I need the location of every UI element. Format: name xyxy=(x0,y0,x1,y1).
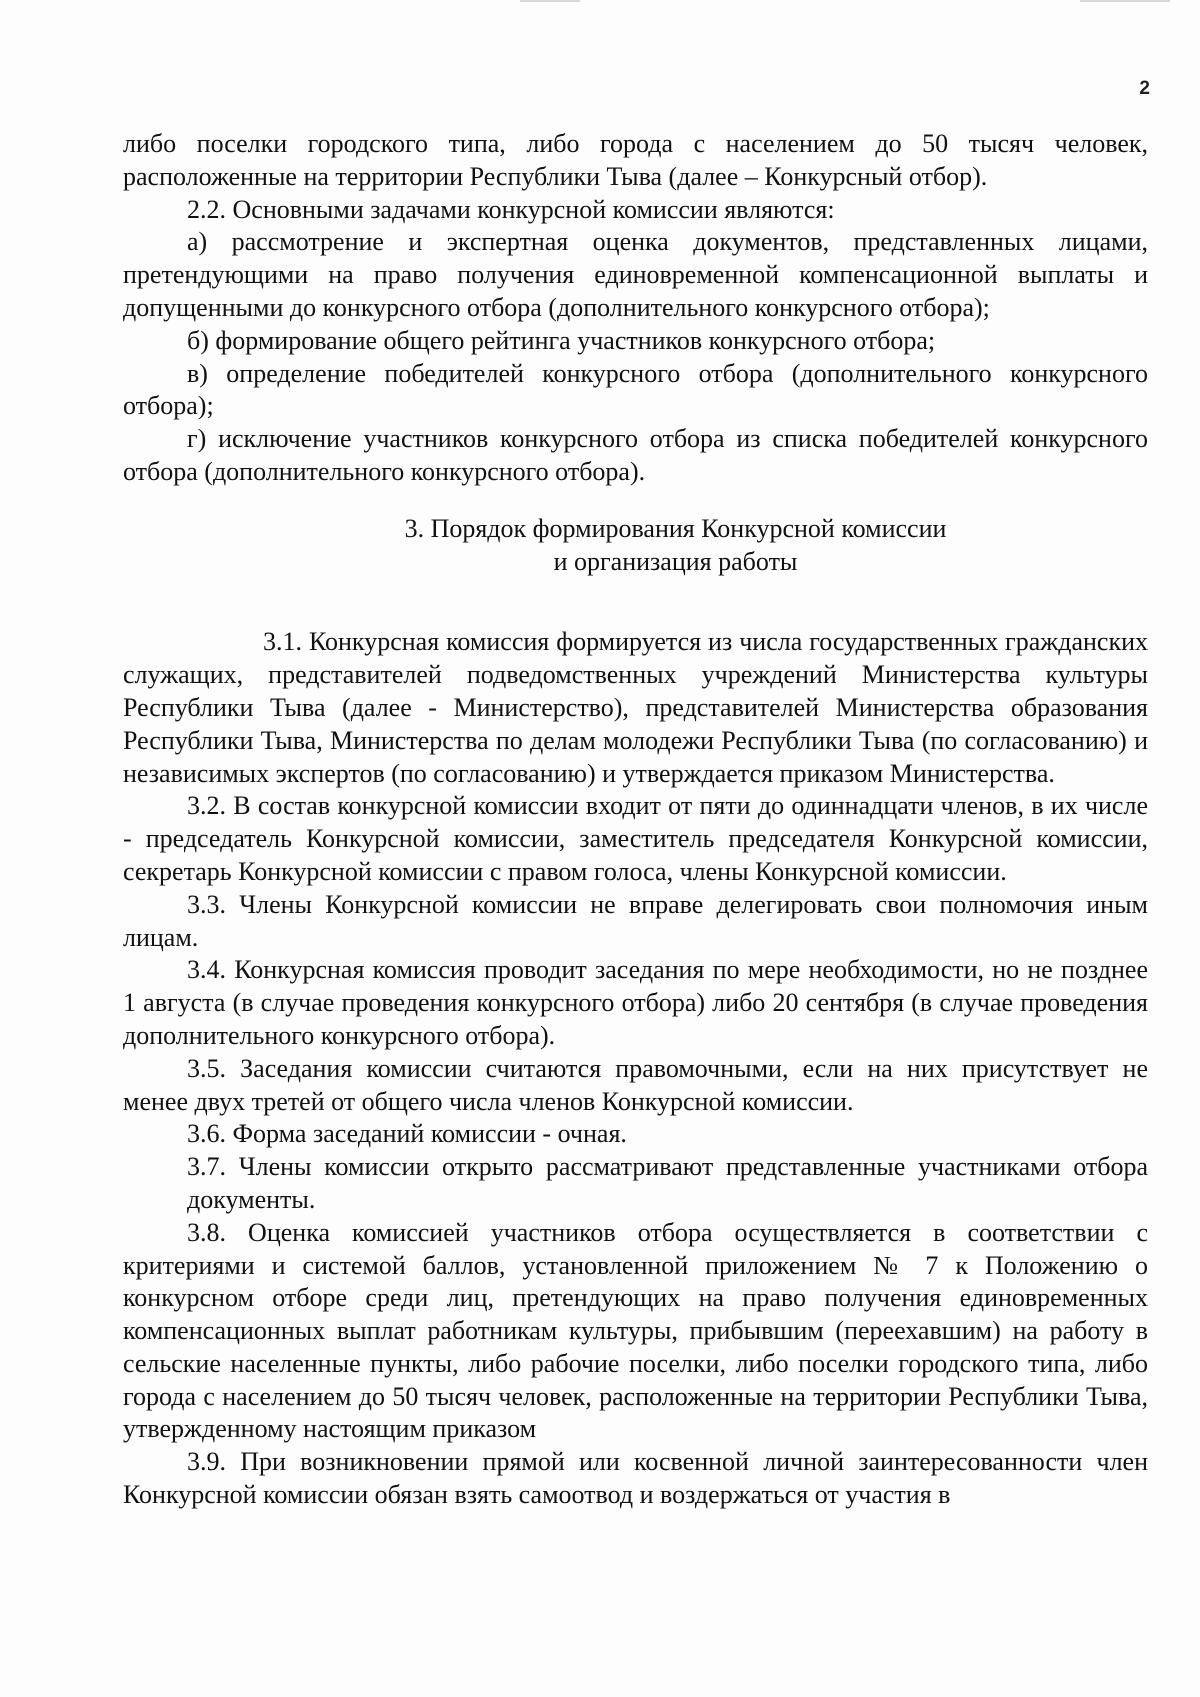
paragraph-3-3: 3.3. Члены Конкурсной комиссии не вправе делегировать свои полномочия иным лицам. xyxy=(123,889,1148,952)
paragraph-3-5: 3.5. Заседания комиссии считаются правомочными, если на них присутствует не менее двух третей от общего числа членов Конкурсной комиссии. xyxy=(123,1053,1148,1116)
paragraph-3-6: 3.6. Форма заседаний комиссии - очная. xyxy=(187,1119,627,1149)
section-3-title-line2: и организация работы xyxy=(553,546,798,576)
paragraph-2-2-b: б) формирование общего рейтинга участников конкурсного отбора; xyxy=(187,325,936,355)
paragraph-3-7: 3.7. Члены комиссии открыто рассматривают представленные участниками отбора документы. xyxy=(187,1152,1148,1214)
paragraph-2-2-a: а) рассмотрение и экспертная оценка документов, представленных лицами, претендующими на право получения единовременной компенсационной выплаты и допущенными до конкурсного отбора (дополнительного конкурсного отбора); xyxy=(123,227,1148,322)
page-number: 2 xyxy=(1139,78,1150,99)
scan-artifact xyxy=(520,0,580,2)
paragraph-2-2: 2.2. Основными задачами конкурсной комиссии являются: xyxy=(187,194,835,224)
paragraph-3-4: 3.4. Конкурсная комиссия проводит заседания по мере необходимости, но не позднее 1 августа (в случае проведения конкурсного отбора) либо 20 сентября (в случае проведения дополнительного конкурсного отбора). xyxy=(123,955,1148,1050)
paragraph-3-1: 3.1. Конкурсная комиссия формируется из числа государственных гражданских служащих, представителей подведомственных учреждений Министерства культуры Республики Тыва (далее - Министерство), представителей Министерства образования Республики Тыва, Министерства по делам молодежи Республики Тыва (по согласованию) и независимых экспертов (по согласованию) и утверждается приказом Министерства. xyxy=(123,627,1148,788)
paragraph-3-9: 3.9. При возникновении прямой или косвенной личной заинтересованности член Конкурсной комиссии обязан взять самоотвод и воздержаться от участия в xyxy=(123,1447,1148,1510)
paragraph-3-8: 3.8. Оценка комиссией участников отбора осуществляется в соответствии с критериями и системой баллов, установленной приложением № 7 к Положению о конкурсном отборе среди лиц, претендующих на право получения единовременных компенсационных выплат работникам культуры, прибывшим (переехавшим) на работу в сельские населенные пункты, либо рабочие поселки, либо поселки городского типа, либо города с населением до 50 тысяч человек, расположенные на территории Республики Тыва, утвержденному настоящим приказом xyxy=(123,1217,1148,1444)
section-3-title-line1: 3. Порядок формирования Конкурсной комиссии xyxy=(404,513,947,543)
scan-artifact xyxy=(1080,0,1170,2)
document-body xyxy=(123,128,1148,1512)
paragraph-2-2-v: в) определение победителей конкурсного отбора (дополнительного конкурсного отбора); xyxy=(123,358,1148,421)
section-3-title xyxy=(123,513,1148,579)
paragraph-3-2: 3.2. В состав конкурсной комиссии входит от пяти до одиннадцати членов, в их числе - председатель Конкурсной комиссии, заместитель председателя Конкурсной комиссии, секретарь Конкурсной комиссии с правом голоса, члены Конкурсной комиссии. xyxy=(123,791,1148,886)
paragraph-continuation: либо поселки городского типа, либо города с населением до 50 тысяч человек, расположенные на территории Республики Тыва (далее – Конкурсный отбор). xyxy=(123,129,1148,191)
paragraph-2-2-g: г) исключение участников конкурсного отбора из списка победителей конкурсного отбора (дополнительного конкурсного отбора). xyxy=(123,424,1148,486)
